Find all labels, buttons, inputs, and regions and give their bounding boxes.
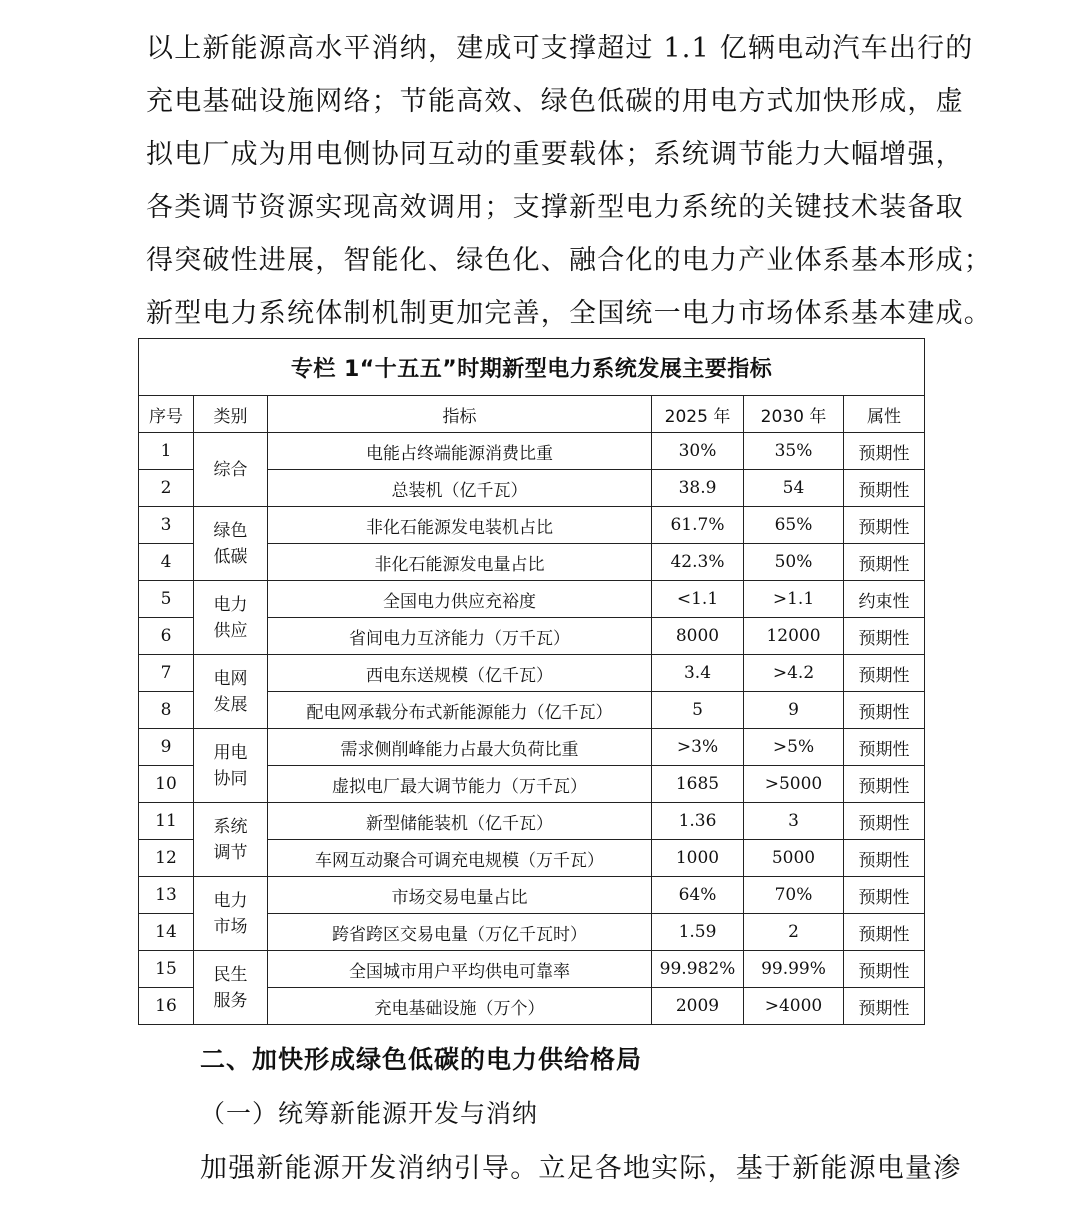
attribute: 预期性 xyxy=(844,951,925,988)
category-label: 系统 xyxy=(213,816,248,837)
value-2025: 42.3% xyxy=(652,544,744,581)
category-cell xyxy=(194,729,268,803)
value-2030: 9 xyxy=(744,692,844,729)
section-heading: 二、加快形成绿色低碳的电力供给格局 xyxy=(200,1045,643,1074)
value-2025: 38.9 xyxy=(652,470,744,507)
value-2030: 50% xyxy=(744,544,844,581)
category-label: 电网 xyxy=(213,668,248,689)
category-cell xyxy=(194,433,268,507)
value-2025: <1.1 xyxy=(652,581,744,618)
intro-line: 拟电厂成为用电侧协同互动的重要载体；系统调节能力大幅增强， xyxy=(146,139,964,170)
value-2025: 2009 xyxy=(652,988,744,1025)
indicator-name: 非化石能源发电装机占比 xyxy=(268,507,652,544)
category-label: 市场 xyxy=(213,916,248,937)
header-2030: 2030 年 xyxy=(744,396,844,433)
attribute: 预期性 xyxy=(844,470,925,507)
intro-line: 以上新能源高水平消纳，建成可支撑超过 1.1 亿辆电动汽车出行的 xyxy=(146,33,974,64)
category-cell xyxy=(194,951,268,1025)
table-row xyxy=(139,433,925,470)
row-number: 10 xyxy=(139,766,194,803)
category-cell xyxy=(194,803,268,877)
attribute: 预期性 xyxy=(844,692,925,729)
value-2030: >5000 xyxy=(744,766,844,803)
category-label: 用电 xyxy=(213,742,248,763)
intro-line: 各类调节资源实现高效调用；支撑新型电力系统的关键技术装备取 xyxy=(146,192,964,223)
indicator-table xyxy=(138,338,925,1025)
indicator-name: 跨省跨区交易电量（万亿千瓦时） xyxy=(268,914,652,951)
row-number: 5 xyxy=(139,581,194,618)
attribute: 预期性 xyxy=(844,988,925,1025)
subsection-heading: （一）统筹新能源开发与消纳 xyxy=(200,1099,539,1128)
header-category: 类别 xyxy=(194,396,268,433)
indicator-name: 电能占终端能源消费比重 xyxy=(268,433,652,470)
value-2025: 30% xyxy=(652,433,744,470)
attribute: 预期性 xyxy=(844,766,925,803)
category-label: 协同 xyxy=(213,768,248,789)
attribute: 预期性 xyxy=(844,914,925,951)
row-number: 4 xyxy=(139,544,194,581)
attribute: 预期性 xyxy=(844,544,925,581)
value-2025: 99.982% xyxy=(652,951,744,988)
header-2025: 2025 年 xyxy=(652,396,744,433)
value-2030: 5000 xyxy=(744,840,844,877)
row-number: 3 xyxy=(139,507,194,544)
value-2030: 35% xyxy=(744,433,844,470)
attribute: 预期性 xyxy=(844,655,925,692)
indicator-name: 总装机（亿千瓦） xyxy=(268,470,652,507)
header-no: 序号 xyxy=(139,396,194,433)
row-number: 1 xyxy=(139,433,194,470)
category-label: 民生 xyxy=(213,964,248,985)
value-2030: 3 xyxy=(744,803,844,840)
value-2030: 70% xyxy=(744,877,844,914)
indicator-name: 全国电力供应充裕度 xyxy=(268,581,652,618)
row-number: 14 xyxy=(139,914,194,951)
intro-line: 充电基础设施网络；节能高效、绿色低碳的用电方式加快形成，虚 xyxy=(146,86,964,117)
table-header-row xyxy=(139,396,925,433)
indicator-name: 需求侧削峰能力占最大负荷比重 xyxy=(268,729,652,766)
value-2025: 1.36 xyxy=(652,803,744,840)
value-2025: 3.4 xyxy=(652,655,744,692)
category-label: 服务 xyxy=(213,990,248,1011)
value-2030: 65% xyxy=(744,507,844,544)
value-2030: 54 xyxy=(744,470,844,507)
category-cell xyxy=(194,877,268,951)
category-label: 低碳 xyxy=(213,546,248,567)
header-attribute: 属性 xyxy=(844,396,925,433)
category-cell xyxy=(194,581,268,655)
header-indicator: 指标 xyxy=(268,396,652,433)
attribute: 预期性 xyxy=(844,877,925,914)
category-label: 综合 xyxy=(213,459,248,480)
value-2025: 64% xyxy=(652,877,744,914)
attribute: 预期性 xyxy=(844,729,925,766)
attribute: 约束性 xyxy=(844,581,925,618)
value-2025: 1000 xyxy=(652,840,744,877)
category-label: 电力 xyxy=(213,594,248,615)
attribute: 预期性 xyxy=(844,840,925,877)
category-label: 绿色 xyxy=(213,520,248,541)
value-2030: 2 xyxy=(744,914,844,951)
value-2025: 1685 xyxy=(652,766,744,803)
table-row xyxy=(139,877,925,914)
value-2025: 61.7% xyxy=(652,507,744,544)
value-2030: >1.1 xyxy=(744,581,844,618)
table-row xyxy=(139,803,925,840)
table-title: 专栏 1“十五五”时期新型电力系统发展主要指标 xyxy=(139,339,925,396)
intro-paragraph xyxy=(146,22,992,340)
intro-line: 得突破性进展，智能化、绿色化、融合化的电力产业体系基本形成； xyxy=(146,245,992,276)
attribute: 预期性 xyxy=(844,433,925,470)
table-row xyxy=(139,507,925,544)
row-number: 7 xyxy=(139,655,194,692)
indicator-name: 充电基础设施（万个） xyxy=(268,988,652,1025)
attribute: 预期性 xyxy=(844,507,925,544)
table-row xyxy=(139,729,925,766)
row-number: 6 xyxy=(139,618,194,655)
category-cell xyxy=(194,507,268,581)
indicator-name: 虚拟电厂最大调节能力（万千瓦） xyxy=(268,766,652,803)
category-label: 调节 xyxy=(213,842,248,863)
value-2030: >5% xyxy=(744,729,844,766)
row-number: 15 xyxy=(139,951,194,988)
indicator-name: 西电东送规模（亿千瓦） xyxy=(268,655,652,692)
value-2025: 5 xyxy=(652,692,744,729)
row-number: 16 xyxy=(139,988,194,1025)
category-cell xyxy=(194,655,268,729)
intro-line: 新型电力系统体制机制更加完善，全国统一电力市场体系基本建成。 xyxy=(146,298,992,329)
row-number: 12 xyxy=(139,840,194,877)
value-2030: >4000 xyxy=(744,988,844,1025)
indicator-name: 全国城市用户平均供电可靠率 xyxy=(268,951,652,988)
indicator-name: 车网互动聚合可调充电规模（万千瓦） xyxy=(268,840,652,877)
indicator-name: 非化石能源发电量占比 xyxy=(268,544,652,581)
category-label: 发展 xyxy=(213,694,248,715)
value-2025: >3% xyxy=(652,729,744,766)
table-row xyxy=(139,655,925,692)
row-number: 8 xyxy=(139,692,194,729)
category-label: 供应 xyxy=(213,620,248,641)
indicator-name: 市场交易电量占比 xyxy=(268,877,652,914)
row-number: 2 xyxy=(139,470,194,507)
value-2030: >4.2 xyxy=(744,655,844,692)
row-number: 13 xyxy=(139,877,194,914)
category-label: 电力 xyxy=(213,890,248,911)
value-2025: 1.59 xyxy=(652,914,744,951)
table-row xyxy=(139,951,925,988)
indicator-name: 省间电力互济能力（万千瓦） xyxy=(268,618,652,655)
table-row xyxy=(139,581,925,618)
attribute: 预期性 xyxy=(844,618,925,655)
body-paragraph: 加强新能源开发消纳引导。立足各地实际，基于新能源电量渗 xyxy=(200,1153,962,1184)
row-number: 11 xyxy=(139,803,194,840)
value-2030: 12000 xyxy=(744,618,844,655)
value-2030: 99.99% xyxy=(744,951,844,988)
indicator-name: 新型储能装机（亿千瓦） xyxy=(268,803,652,840)
table-body xyxy=(139,433,925,1025)
row-number: 9 xyxy=(139,729,194,766)
attribute: 预期性 xyxy=(844,803,925,840)
indicator-name: 配电网承载分布式新能源能力（亿千瓦） xyxy=(268,692,652,729)
value-2025: 8000 xyxy=(652,618,744,655)
